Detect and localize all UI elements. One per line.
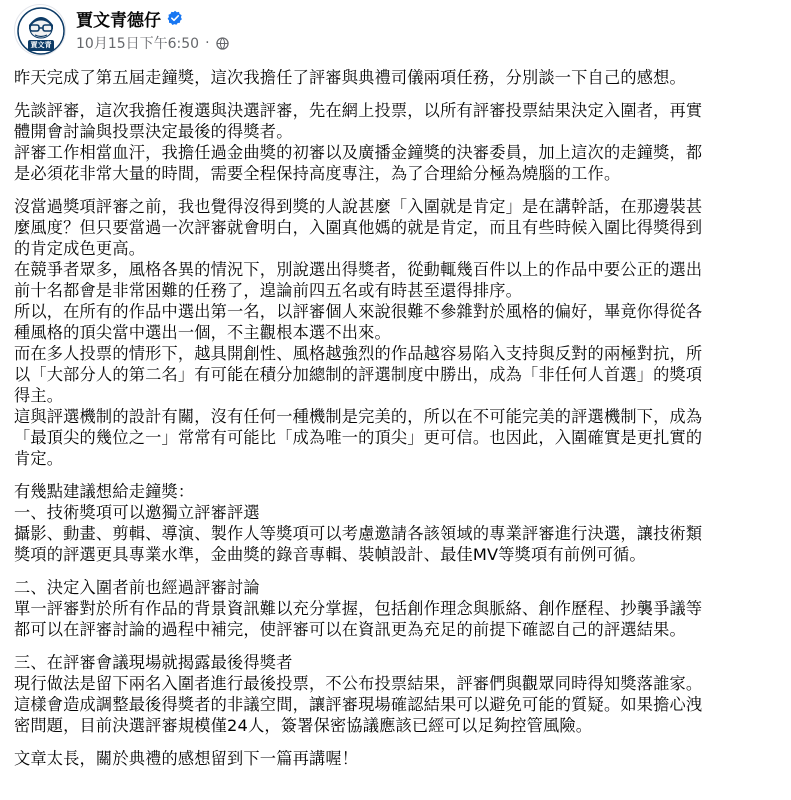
post-text-line: 種風格的頂尖當中選出一個，不主觀根本選不出來。 — [14, 323, 391, 342]
post-text-line: 前十名都會是非常困難的任務了，遑論前四五名或有時甚至還得排序。 — [14, 281, 523, 300]
post-text-line: 文章太長，關於典禮的感想留到下一篇再講喔！ — [14, 749, 359, 768]
globe-icon[interactable] — [216, 37, 229, 50]
avatar-text: 賈文青 — [30, 41, 52, 49]
post-text-line: 昨天完成了第五屆走鐘獎，這次我擔任了評審與典禮司儀兩項任務，分別談一下自己的感想。 — [14, 68, 686, 87]
post-text-line: 體開會討論與投票決定最後的得獎者。 — [14, 122, 293, 141]
post-paragraph — [14, 196, 780, 469]
post-text-line: 以「大部分人的第二名」有可能在積分加總制的評選制度中勝出，成為「非任何人首選」的獎項 — [14, 365, 703, 384]
post-text-line: 三、在評審會議現場就揭露最後得獎者 — [14, 653, 293, 672]
post-text-line: 這樣會造成調整最後得獎者的非議空間，讓評審現場確認結果可以避免可能的質疑。如果擔心洩 — [14, 695, 703, 714]
post-text-line: 沒當過獎項評審之前，我也覺得沒得到獎的人說甚麼「入圍就是肯定」是在講幹話，在那邊裝甚 — [14, 197, 703, 216]
separator-dot: · — [205, 35, 210, 51]
post-text-line: 密問題，目前決選評審規模僅24人，簽署保密協議應該已經可以足夠控管風險。 — [14, 716, 593, 735]
post-text-line: 評審工作相當血汗，我擔任過金曲獎的初審以及廣播金鐘獎的決審委員，加上這次的走鐘獎，都 — [14, 143, 703, 162]
post-paragraph — [14, 67, 780, 88]
post-text-line: 的肯定成色更高。 — [14, 239, 146, 258]
post-text-line: 一、技術獎項可以邀獨立評審評選 — [14, 503, 260, 522]
post-paragraph — [14, 100, 780, 184]
verified-badge-icon — [167, 10, 183, 26]
post-text-line: 都可以在評審討論的過程中補完，使評審可以在資訊更為充足的前提下確認自己的評選結果。 — [14, 620, 686, 639]
post-time-row — [76, 32, 229, 54]
post-timestamp[interactable]: 10月15日下午6:50 — [76, 36, 200, 52]
post-text-line: 這與評選機制的設計有關，沒有任何一種機制是完美的，所以在不可能完美的評選機制下，成為 — [14, 407, 703, 426]
post-text-line: 而在多人投票的情形下，越具開創性、風格越強烈的作品越容易陷入支持與反對的兩極對抗，所 — [14, 344, 703, 363]
post-paragraph — [14, 481, 780, 565]
post-text-line: 是必須花非常大量的時間，需要全程保持高度專注，為了合理給分極為燒腦的工作。 — [14, 164, 621, 183]
post-text-line: 得主。 — [14, 386, 64, 405]
post-meta — [76, 6, 229, 54]
post-text-line: 有幾點建議想給走鐘獎： — [14, 482, 195, 501]
avatar[interactable] — [14, 4, 66, 56]
post-paragraph — [14, 577, 780, 640]
post-text-line: 肯定。 — [14, 449, 64, 468]
author-name[interactable]: 賈文青德仔 — [76, 10, 161, 31]
author-row — [76, 6, 229, 30]
post-body — [14, 67, 780, 781]
post-text-line: 單一評審對於所有作品的背景資訊難以充分掌握，包括創作理念與脈絡、創作歷程、抄襲爭議等 — [14, 599, 703, 618]
post-text-line: 麼風度？但只要當過一次評審就會明白，入圍真他媽的就是肯定，而且有些時候入圍比得獎得到 — [14, 218, 703, 237]
post-text-line: 二、決定入圍者前也經過評審討論 — [14, 578, 260, 597]
post-text-line: 所以，在所有的作品中選出第一名，以評審個人來說很難不參雜對於風格的偏好，畢竟你得從各 — [14, 302, 703, 321]
post-text-line: 獎項的評選更具專業水準，金曲獎的錄音專輯、裝幀設計、最佳MV等獎項有前例可循。 — [14, 545, 646, 564]
post-header — [14, 4, 229, 56]
post-text-line: 先談評審，這次我擔任複選與決選評審，先在網上投票，以所有評審投票結果決定入圍者，再實 — [14, 101, 703, 120]
post-text-line: 「最頂尖的幾位之一」常常有可能比「成為唯一的頂尖」更可信。也因此，入圍確實是更扎實的 — [14, 428, 703, 447]
post-text-line: 現行做法是留下兩名入圍者進行最後投票，不公布投票結果，評審們與觀眾同時得知獎落誰家。 — [14, 674, 703, 693]
post-text-line: 在競爭者眾多，風格各異的情況下，別說選出得獎者，從動輒幾百件以上的作品中要公正的選出 — [14, 260, 703, 279]
post-paragraph — [14, 652, 780, 736]
post-text-line: 攝影、動畫、剪輯、導演、製作人等獎項可以考慮邀請各該領域的專業評審進行決選，讓技術類 — [14, 524, 703, 543]
post-paragraph — [14, 748, 780, 769]
